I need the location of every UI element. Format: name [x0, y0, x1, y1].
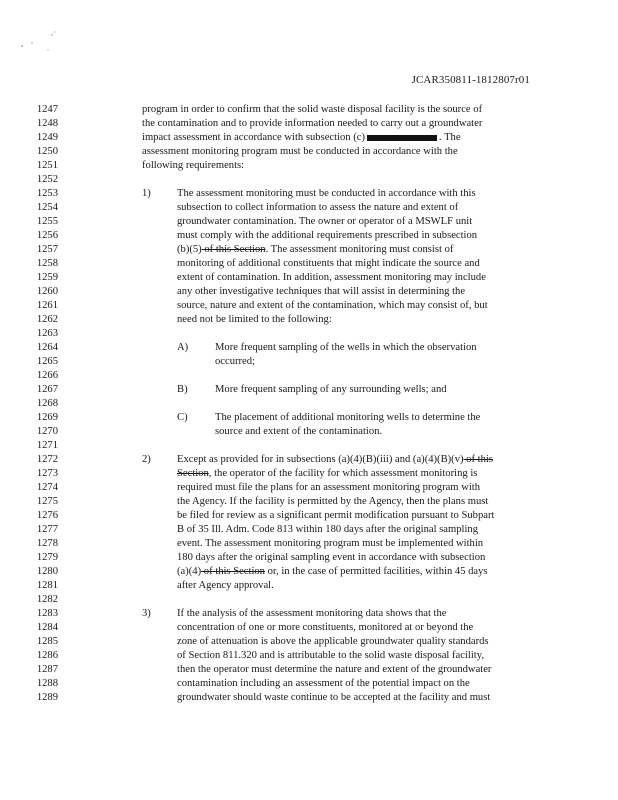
line-number: 1250 — [36, 146, 58, 157]
line-number: 1261 — [36, 300, 58, 311]
text-line: must comply with the additional requirements prescribed in subsection — [177, 230, 478, 241]
text-line: need not be limited to the following: — [177, 314, 332, 325]
text-line: The placement of additional monitoring wells to determine the — [215, 412, 481, 423]
line-number: 1257 — [36, 244, 58, 255]
line-number: 1271 — [36, 440, 58, 451]
text-line: zone of attenuation is above the applicable groundwater quality standards — [177, 636, 489, 647]
text-line — [177, 467, 477, 481]
line-number: 1280 — [36, 566, 58, 577]
text-line: The assessment monitoring must be conducted in accordance with this — [177, 188, 476, 199]
text-line: of Section 811.320 and is attributable to the solid waste disposal facility, — [177, 650, 484, 661]
line-number: 1247 — [36, 104, 58, 115]
line-number: 1249 — [36, 132, 58, 143]
item-marker: 2) — [142, 454, 151, 465]
text-line: the contamination and to provide information needed to carry out a groundwater — [142, 118, 483, 129]
line-number: 1288 — [36, 678, 58, 689]
text-line — [142, 131, 461, 145]
text-line: groundwater should waste continue to be accepted at the facility and must — [177, 692, 491, 703]
line-number: 1275 — [36, 496, 58, 507]
struck-text: of this — [463, 454, 493, 465]
text-line — [177, 243, 453, 257]
text-line: following requirements: — [142, 160, 245, 171]
text-line: the Agency. If the facility is permitted by the Agency, then the plans must — [177, 496, 489, 507]
text-fragment: . The assessment monitoring must consist of — [265, 244, 454, 255]
text-fragment: or, in the case of permitted facilities, within 45 days — [264, 566, 488, 577]
text-line: groundwater contamination. The owner or operator of a MSWLF unit — [177, 216, 473, 227]
text-line: occurred; — [215, 356, 255, 367]
text-fragment: (a)(4) — [177, 566, 202, 577]
line-number: 1253 — [36, 188, 58, 199]
line-number: 1283 — [36, 608, 58, 619]
text-line: concentration of one or more constituents, monitored at or beyond the — [177, 622, 474, 633]
line-number: 1252 — [36, 174, 58, 185]
text-line: 180 days after the original sampling event in accordance with subsection — [177, 552, 486, 563]
text-line: program in order to confirm that the solid waste disposal facility is the source of — [142, 104, 483, 115]
text-line: be filed for review as a significant permit modification pursuant to Subpart — [177, 510, 495, 521]
line-number: 1287 — [36, 664, 58, 675]
line-number: 1270 — [36, 426, 58, 437]
subitem-marker: C) — [177, 412, 188, 423]
line-number: 1262 — [36, 314, 58, 325]
text-line: extent of contamination. In addition, assessment monitoring may include — [177, 272, 486, 283]
struck-text: of this Section — [201, 566, 265, 577]
line-number: 1273 — [36, 468, 58, 479]
struck-text: of this Section — [201, 244, 266, 255]
text-line — [177, 453, 493, 467]
document-id: JCAR350811-1812807r01 — [411, 74, 530, 86]
text-line: event. The assessment monitoring program must be implemented within — [177, 538, 484, 549]
line-number: 1267 — [36, 384, 58, 395]
line-number: 1266 — [36, 370, 58, 381]
text-line: If the analysis of the assessment monitoring data shows that the — [177, 608, 447, 619]
line-number: 1274 — [36, 482, 58, 493]
text-line: after Agency approval. — [177, 580, 274, 591]
line-number: 1255 — [36, 216, 58, 227]
line-number: 1254 — [36, 202, 58, 213]
line-number: 1256 — [36, 230, 58, 241]
line-number: 1281 — [36, 580, 58, 591]
line-number: 1268 — [36, 398, 58, 409]
text-line: any other investigative techniques that will assist in determining the — [177, 286, 466, 297]
line-number: 1284 — [36, 622, 58, 633]
line-number: 1264 — [36, 342, 58, 353]
line-number: 1285 — [36, 636, 58, 647]
text-line: then the operator must determine the nature and extent of the groundwater — [177, 664, 492, 675]
line-number: 1278 — [36, 538, 58, 549]
scan-specks — [18, 30, 68, 54]
subitem-marker: B) — [177, 384, 188, 395]
line-number: 1279 — [36, 552, 58, 563]
line-number: 1265 — [36, 356, 58, 367]
text-fragment: impact assessment in accordance with subsection (c) — [142, 132, 365, 143]
line-number: 1276 — [36, 510, 58, 521]
line-number: 1269 — [36, 412, 58, 423]
text-line — [177, 565, 488, 579]
line-number: 1277 — [36, 524, 58, 535]
text-line: contamination including an assessment of the potential impact on the — [177, 678, 470, 689]
line-number: 1263 — [36, 328, 58, 339]
line-number: 1258 — [36, 258, 58, 269]
line-number: 1289 — [36, 692, 58, 703]
redaction-mark — [367, 135, 437, 141]
text-line: subsection to collect information to assess the nature and extent of — [177, 202, 459, 213]
text-line: More frequent sampling of any surrounding wells; and — [215, 384, 447, 395]
text-fragment: (b)(5) — [177, 244, 202, 255]
text-fragment: . The — [438, 132, 461, 143]
item-marker: 3) — [142, 608, 151, 619]
line-number: 1259 — [36, 272, 58, 283]
text-line: source, nature and extent of the contamination, which may consist of, but — [177, 300, 488, 311]
line-number: 1272 — [36, 454, 58, 465]
text-line: source and extent of the contamination. — [215, 426, 383, 437]
text-fragment: Except as provided for in subsections (a)(4)(B)(iii) and (a)(4)(B)(v) — [177, 454, 464, 465]
item-marker: 1) — [142, 188, 151, 199]
line-number: 1260 — [36, 286, 58, 297]
struck-text: Section — [177, 468, 209, 479]
text-line: B of 35 Ill. Adm. Code 813 within 180 days after the original sampling — [177, 524, 479, 535]
text-line: assessment monitoring program must be conducted in accordance with the — [142, 146, 458, 157]
line-number: 1286 — [36, 650, 58, 661]
line-number: 1248 — [36, 118, 58, 129]
text-line: monitoring of additional constituents that might indicate the source and — [177, 258, 480, 269]
subitem-marker: A) — [177, 342, 189, 353]
line-number: 1282 — [36, 594, 58, 605]
line-number: 1251 — [36, 160, 58, 171]
text-line: required must file the plans for an assessment monitoring program with — [177, 482, 481, 493]
text-fragment: , the operator of the facility for which assessment monitoring is — [208, 468, 478, 479]
text-line: More frequent sampling of the wells in which the observation — [215, 342, 477, 353]
